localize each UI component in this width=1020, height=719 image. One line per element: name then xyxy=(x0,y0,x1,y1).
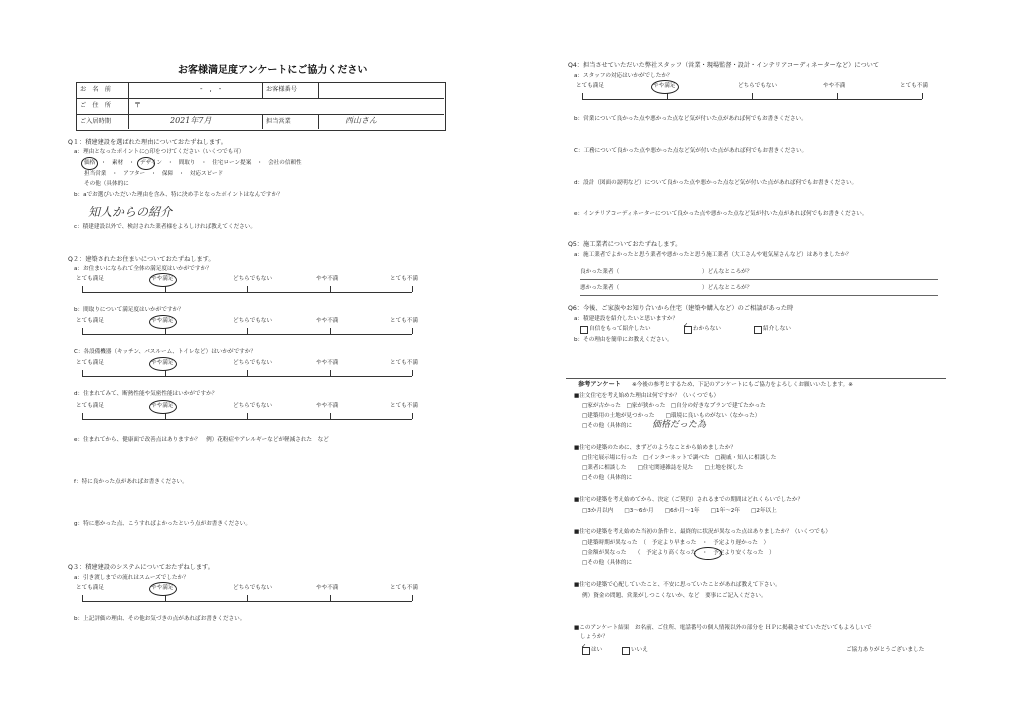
q3-b: b：上記評価の理由、その他お気づきの点があればお書きください。 xyxy=(74,616,246,622)
ref-q1: ■注文住宅を考え始めた理由は何ですか？（いくつでも） xyxy=(574,393,720,399)
ref-q2-other: □その他（具体的に xyxy=(582,475,633,481)
rating-scale[interactable] xyxy=(76,585,418,608)
q3-heading: Q３：積建建設のシステムについておたずねします。 xyxy=(68,564,214,571)
q2-e: e：住まれてから、健康面で改善点はありますか？ 例）花粉症やアレルギーなどが軽減された など xyxy=(74,437,329,443)
q4-b: b：営業について良かった点や悪かった点など気が付いた点があれば何でもお書きください。 xyxy=(574,116,807,122)
scale-label: やや不満 xyxy=(823,83,846,89)
scale-label: とても満足 xyxy=(76,318,104,324)
q6-b: b：その理由を簡単にお教えください。 xyxy=(574,337,673,343)
checkbox[interactable] xyxy=(580,326,588,334)
scale-label: やや不満 xyxy=(316,360,339,366)
q5-heading: Q5：施工業者についておたずねします。 xyxy=(568,241,682,248)
scale-tick[interactable] xyxy=(412,286,413,292)
ref-intro: ※今後の参考とするため、下記のアンケートにもご協力をよろしくお願いいたします。※ xyxy=(632,382,853,388)
q6-opt-2: わからない xyxy=(693,326,721,332)
scale-line xyxy=(82,376,412,377)
staff-label: 担当営業 xyxy=(266,118,291,125)
answer-circle xyxy=(651,80,679,94)
scale-label: やや満足 xyxy=(653,83,676,89)
scale-line xyxy=(82,334,412,335)
q5-good-label: 良かった業者（ xyxy=(580,269,620,275)
q3-a: a：引き渡しまでの流れはスムーズでしたか？ xyxy=(74,575,189,581)
ref-q2-options-1: □住宅展示場に行った □インターネットで調べた □親戚・知人に相談した xyxy=(582,455,777,461)
answer-circle xyxy=(694,547,722,560)
scale-tick[interactable] xyxy=(412,370,413,376)
q6-opt-1: 自信をもって紹介したい xyxy=(589,326,651,332)
move-in-label: ご入居時期 xyxy=(80,118,111,125)
scale-label: とても不満 xyxy=(390,585,418,591)
scale-label: とても不満 xyxy=(900,83,928,89)
answer-circle xyxy=(137,157,155,170)
rating-scale[interactable] xyxy=(76,276,418,299)
check-mark-icon: ✓ xyxy=(581,643,587,650)
q2-d: d：住まれてみて、断熱性能や気密性能はいかがですか？ xyxy=(74,391,218,397)
q4-a: a：スタッフの対応はいかがでしたか？ xyxy=(574,73,673,79)
answer-circle xyxy=(149,273,177,287)
scale-label: どちらでもない xyxy=(233,318,273,324)
scale-label: どちらでもない xyxy=(738,83,778,89)
scale-label: やや満足 xyxy=(151,585,174,591)
scale-label: とても満足 xyxy=(576,83,604,89)
thanks-text: ご協力ありがとうございました xyxy=(846,647,925,653)
scale-label: とても不満 xyxy=(390,276,418,282)
scale-label: やや不満 xyxy=(316,585,339,591)
scale-label: どちらでもない xyxy=(233,585,273,591)
name-label: お 名 前 xyxy=(80,86,111,93)
scale-line xyxy=(82,601,412,602)
scale-label: どちらでもない xyxy=(233,276,273,282)
scale-label: どちらでもない xyxy=(233,360,273,366)
address-value: 〒 xyxy=(134,101,141,109)
q2-c: C：各設備機器（キッチン、バスルーム、トイレなど）はいかがですか？ xyxy=(74,349,256,355)
rating-scale[interactable] xyxy=(76,403,418,426)
ref-q4-options-2: □金額が異なった （ 予定より高くなった ・ 予定より安くなった ） xyxy=(582,550,775,556)
address-label: ご 住 所 xyxy=(80,102,111,109)
q5-bad-label: 悪かった業者（ xyxy=(580,285,620,291)
inquiry-label: お客様番号 xyxy=(266,86,297,93)
scale-label: とても満足 xyxy=(76,403,104,409)
q6-heading: Q6：今後、ご家族やお知り合いから住宅（建築や購入など）のご相談があった時 xyxy=(568,305,794,312)
checkbox[interactable] xyxy=(754,326,762,334)
ref-q5: ■住宅の建築で心配していたこと、不安に思っていたことがあれば教えて下さい。 xyxy=(574,582,781,588)
q1-c: c：積建建設以外で、検討された業者様をよろしければ教えてください。 xyxy=(74,224,256,230)
scale-label: やや満足 xyxy=(151,360,174,366)
q1-a: a：理由となったポイントに○印をつけてください（いくつでも可） xyxy=(74,149,245,155)
ref-q2: ■住宅の建築のために、まずどのようなことから始めましたか？ xyxy=(574,445,736,451)
scale-label: とても不満 xyxy=(390,360,418,366)
q1-b: b：aでお選びいただいた理由を含み、特に決め手となったポイントはなんですか？ xyxy=(74,192,283,198)
q1-other: その他（具体的に xyxy=(84,181,129,187)
ref-q1-options-1: □家が古かった □家が狭かった □自分の好きなプランで建てたかった xyxy=(582,403,766,409)
scale-line xyxy=(82,419,412,420)
no-label: いいえ xyxy=(631,647,648,653)
ref-q3-options: □3か月以内 □3～6か月 □6か月～1年 □1年～2年 □2年以上 xyxy=(582,508,777,514)
q5-bad-question: ）どんなところが？ xyxy=(702,285,753,291)
answer-circle xyxy=(81,157,98,170)
ref-q4-other: □その他（具体的に xyxy=(582,560,633,566)
q5-a: a：施工業者でよかったと思う業者や悪かったと思う施工業者（大工さんや電気屋さんなど）はありましたか？ xyxy=(574,252,852,258)
q4-d: d：設計（図面の説明など）について良かった点や悪かった点など気が付いた点があれば何でもお書きください。 xyxy=(574,180,858,186)
q2-f: f：特に良かった点があればお書きください。 xyxy=(74,479,188,485)
q2-a: a：お住まいになられて全体の満足度はいかがですか？ xyxy=(74,266,212,272)
q2-g: g：特に悪かった点、こうすればよかったという点がお書きください。 xyxy=(74,521,251,527)
q5-good-question: ）どんなところが？ xyxy=(702,269,753,275)
scale-label: やや満足 xyxy=(151,403,174,409)
answer-circle xyxy=(149,315,177,329)
scale-line xyxy=(582,99,922,100)
rating-scale[interactable] xyxy=(76,318,418,341)
scale-label: とても不満 xyxy=(390,318,418,324)
ref-q6: ■このアンケート結果 お名前、ご住所、電話番号の個人情報以外の部分を ＨＰに掲載させていただいてもよろしいで xyxy=(574,625,872,631)
scale-label: やや不満 xyxy=(316,318,339,324)
q4-c: C：工務について良かった点や悪かった点など気が付いた点があれば何でもお書きください。 xyxy=(574,148,808,154)
q1-options-2: 担当営業 ・ アフター ・ 保障 ・ 対応スピード xyxy=(84,171,224,177)
yes-label: はい xyxy=(591,647,603,653)
scale-label: やや満足 xyxy=(151,318,174,324)
ref-q6-line-2: しょうか？ xyxy=(580,634,608,640)
rating-scale[interactable] xyxy=(576,83,928,106)
q1-heading: Q１：積建建設を選ばれた理由についておたずねします。 xyxy=(68,139,227,146)
q1-b-answer: 知人からの紹介 xyxy=(88,205,173,219)
q2-heading: Q２：建築されたお住まいについておたずねします。 xyxy=(68,256,215,263)
scale-label: とても満足 xyxy=(76,276,104,282)
scale-tick[interactable] xyxy=(412,413,413,419)
ref-q3: ■住宅の建築を考え始めてから、決定（ご契約）されるまでの期間はどれくらいでしたか？ xyxy=(574,497,804,503)
q6-opt-3: 紹介しない xyxy=(763,326,791,332)
ref-q1-handwriting: 価格だった為 xyxy=(652,420,707,430)
scale-tick[interactable] xyxy=(922,93,923,99)
customer-info-table xyxy=(76,82,446,131)
q2-b: b：間取りについて満足度はいかがですか？ xyxy=(74,307,184,313)
ref-q1-options-2: □建築用の土地が見つかった □環境に良いものがない（なかった） xyxy=(582,413,761,419)
scale-label: とても満足 xyxy=(76,360,104,366)
q1-options-1: 価格 ・ 素材 ・ デザイン ・ 間取り ・ 住宅ローン提案 ・ 会社の信頼性 xyxy=(84,160,302,166)
answer-circle xyxy=(149,582,177,596)
rating-scale[interactable] xyxy=(76,360,418,383)
scale-label: やや満足 xyxy=(151,276,174,282)
survey-page-right xyxy=(510,0,1020,719)
ref-q1-other: □その他（具体的に xyxy=(582,423,633,429)
ref-q5-example: 例）資金の問題、営業がしつこくないか、など 要事にご記入ください。 xyxy=(582,593,767,599)
scale-line xyxy=(82,292,412,293)
q6-a: a：積建建設を紹介したいと思いますか？ xyxy=(574,316,679,322)
no-checkbox[interactable] xyxy=(622,647,630,655)
check-mark-icon: ✓ xyxy=(683,322,689,329)
ref-q4: ■住宅の建築を考え始めた当初の条件と、最終的に状況が異なった点はありましたか？（いくつでも） xyxy=(574,529,832,535)
scale-tick[interactable] xyxy=(412,595,413,601)
scale-label: とても満足 xyxy=(76,585,104,591)
ref-q2-options-2: □業者に相談した □住宅関連雑誌を見た □土地を探した xyxy=(582,465,744,471)
name-value: - , - xyxy=(200,85,222,93)
ref-q4-options-1: □建築時期が異なった （ 予定より早まった ・ 予定より遅かった ） xyxy=(582,540,770,546)
q4-e: e：インテリアコーディネーターについて良かった点や悪かった点など気が付いた点があれば何でもお書きください。 xyxy=(574,211,868,217)
scale-label: やや不満 xyxy=(316,403,339,409)
move-in-value: 2021年7月 xyxy=(170,116,212,125)
answer-circle xyxy=(149,357,177,371)
ref-heading: 参考アンケート xyxy=(578,381,621,388)
q4-heading: Q4：担当させていただいた弊社スタッフ（営業・現場監督・設計・インテリアコーディネーターなど）について xyxy=(568,62,880,69)
scale-tick[interactable] xyxy=(412,328,413,334)
scale-label: どちらでもない xyxy=(233,403,273,409)
scale-label: とても不満 xyxy=(390,403,418,409)
answer-circle xyxy=(149,400,177,414)
scale-label: やや不満 xyxy=(316,276,339,282)
staff-value: 西山さん xyxy=(345,116,377,125)
survey-title: お客様満足度アンケートにご協力ください xyxy=(178,65,368,76)
